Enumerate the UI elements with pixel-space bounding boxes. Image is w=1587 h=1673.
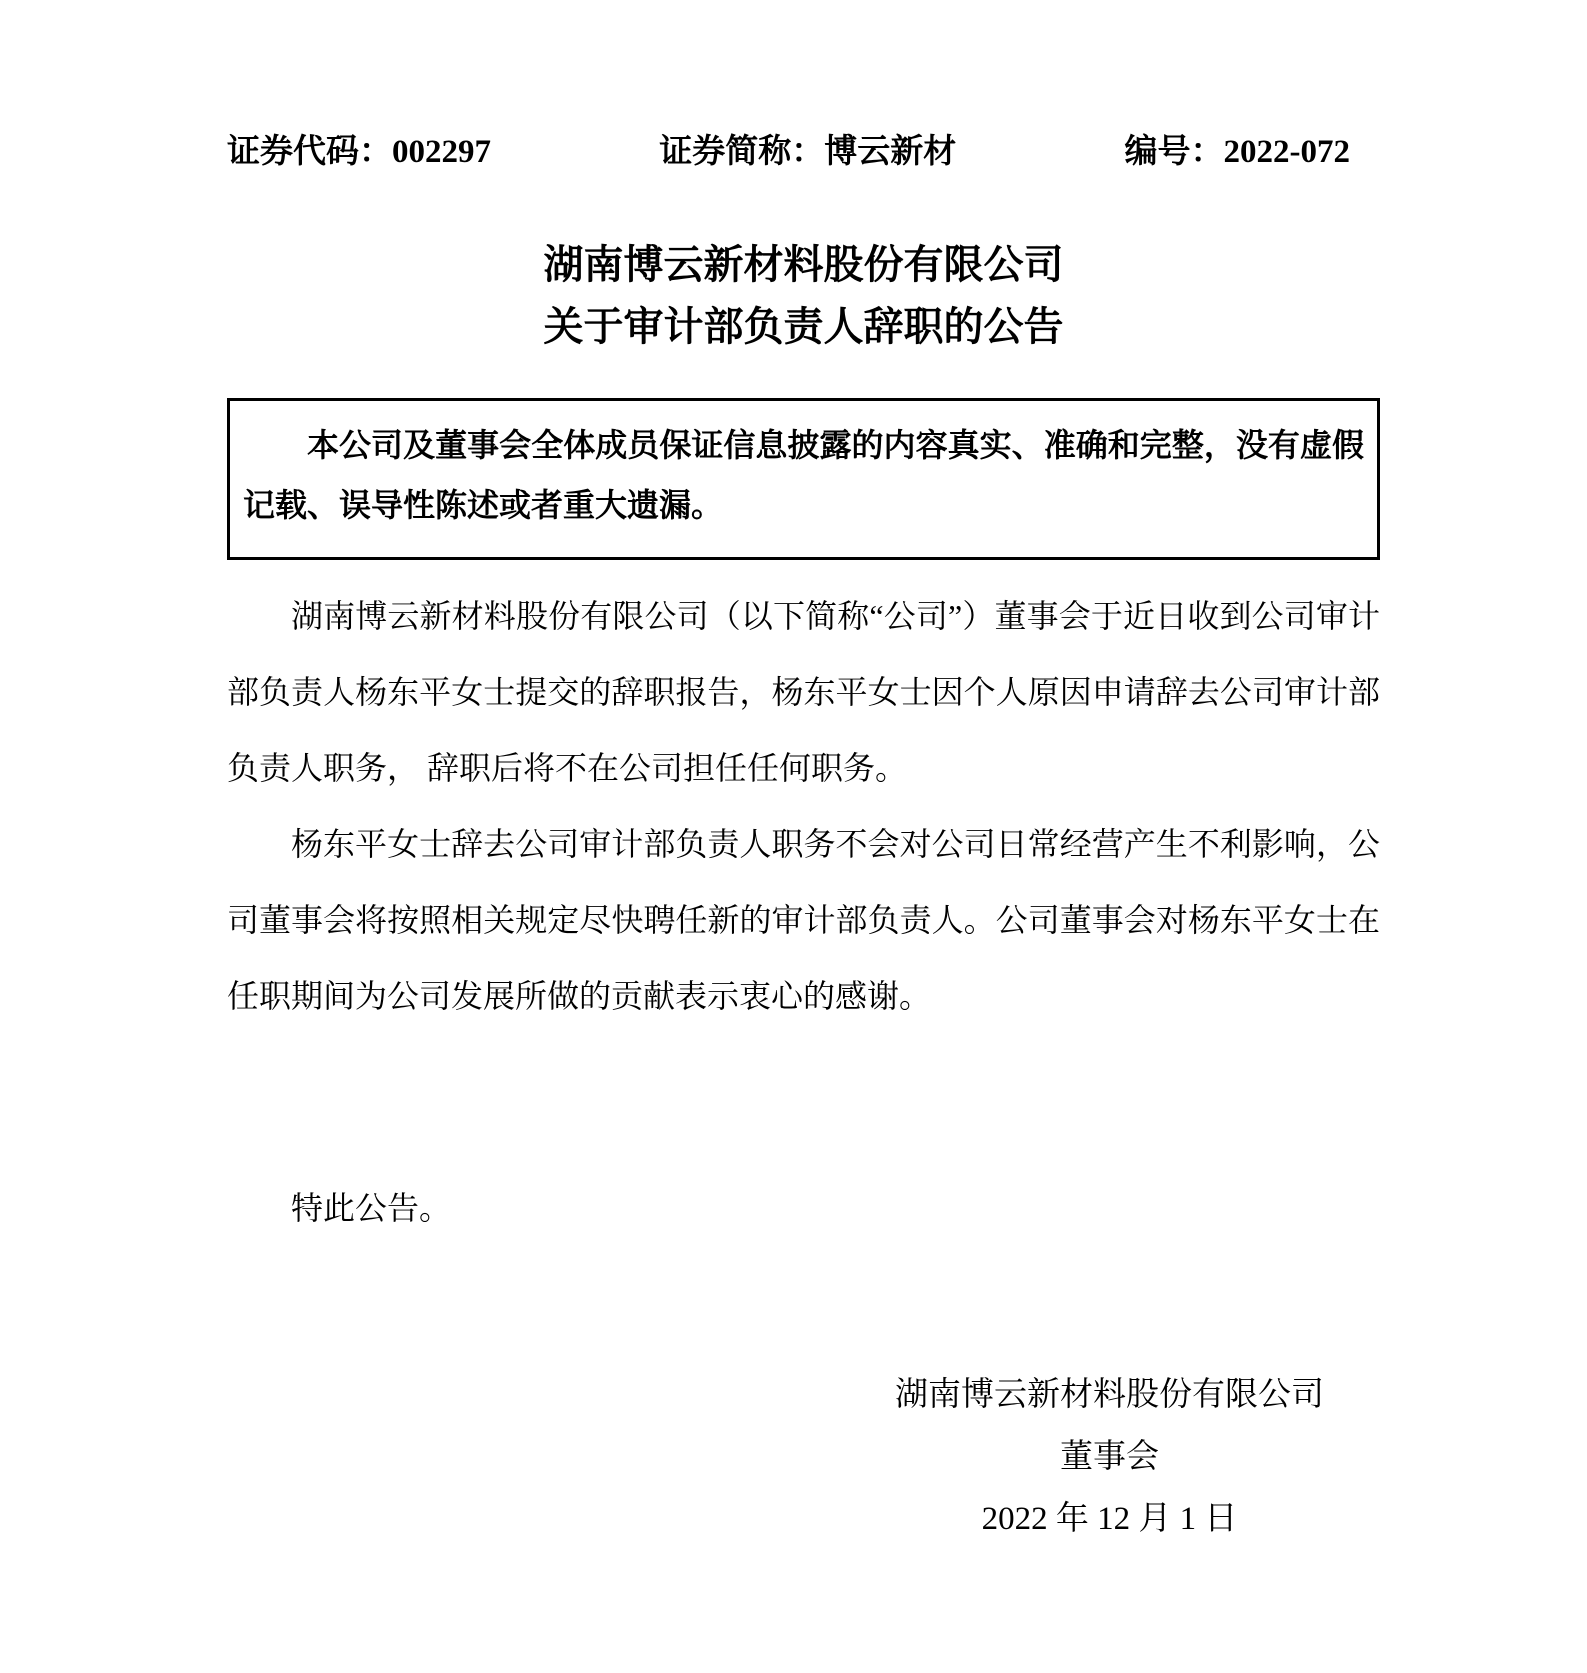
company-name-title: 湖南博云新材料股份有限公司 xyxy=(543,242,1064,287)
signature-date: 2022 年 12 月 1 日 xyxy=(981,1501,1238,1537)
disclaimer-box xyxy=(227,398,1380,560)
doc-number-label: 编号：2022-072 xyxy=(1124,134,1350,170)
body-paragraph-2: 杨东平女士辞去公司审计部负责人职务不会对公司日常经营产生不利影响，公司董事会将按照相关规定尽快聘任新的审计部负责人。公司董事会对杨东平女士在任职期间为公司发展所做的贡献表示衷心的感谢。 xyxy=(227,826,1380,1014)
stock-name-label: 证券简称：博云新材 xyxy=(659,134,957,170)
closing-statement: 特此公告。 xyxy=(291,1190,452,1226)
signature-board: 董事会 xyxy=(1060,1439,1159,1475)
signature-company: 湖南博云新材料股份有限公司 xyxy=(895,1377,1324,1413)
disclaimer-text: 本公司及董事会全体成员保证信息披露的内容真实、准确和完整，没有虚假记载、误导性陈述或者重大遗漏。 xyxy=(243,427,1364,523)
announcement-title: 关于审计部负责人辞职的公告 xyxy=(543,304,1064,349)
signature-block xyxy=(895,1364,1324,1550)
stock-code-label: 证券代码：002297 xyxy=(227,134,491,170)
body-paragraph-1: 湖南博云新材料股份有限公司（以下简称“公司”）董事会于近日收到公司审计部负责人杨东平女士提交的辞职报告，杨东平女士因个人原因申请辞去公司审计部负责人职务， 辞职后将不在公司担任任何职务。 xyxy=(227,598,1380,786)
document-header-row xyxy=(227,130,1380,174)
